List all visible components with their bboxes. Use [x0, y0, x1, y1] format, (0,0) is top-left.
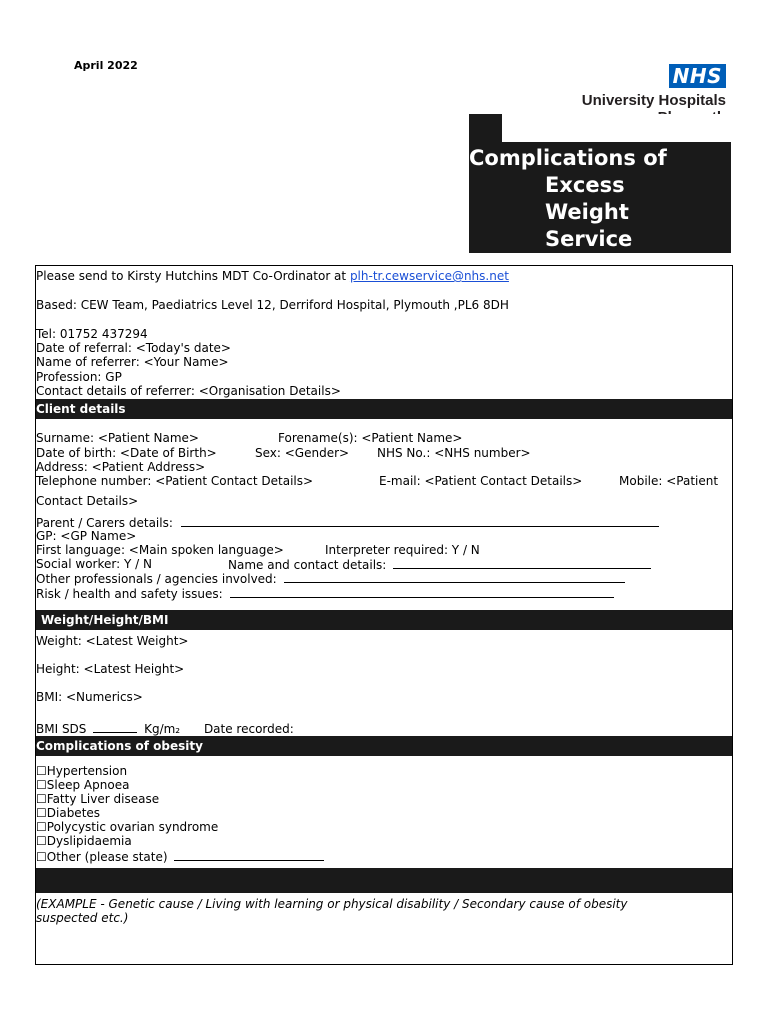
surname-field[interactable]: Surname: <Patient Name> — [36, 431, 199, 445]
dob-field[interactable]: Date of birth: <Date of Birth> — [36, 446, 217, 460]
mobile-field-continued: Contact Details> — [36, 494, 139, 508]
document-date: April 2022 — [74, 59, 138, 72]
checkbox-icon[interactable]: ☐ — [36, 778, 47, 792]
weight-field[interactable]: Weight: <Latest Weight> — [36, 634, 189, 648]
height-field[interactable]: Height: <Latest Height> — [36, 662, 185, 676]
checkbox-icon[interactable]: ☐ — [36, 792, 47, 806]
date-of-referral-field[interactable]: Date of referral: <Today's date> — [36, 341, 231, 355]
parent-carers-field[interactable]: Parent / Carers details: — [36, 515, 659, 530]
name-of-referrer-field[interactable]: Name of referrer: <Your Name> — [36, 355, 229, 369]
risk-field[interactable]: Risk / health and safety issues: — [36, 586, 614, 601]
checkbox-icon[interactable]: ☐ — [36, 764, 47, 778]
address-field[interactable]: Address: <Patient Address> — [36, 460, 206, 474]
based-line: Based: CEW Team, Paediatrics Level 12, Derriford Hospital, Plymouth ,PL6 8DH — [36, 298, 509, 312]
example-note-line-1: (EXAMPLE - Genetic cause / Living with learning or physical disability / Secondary cause of obesity — [36, 897, 628, 911]
bmi-field[interactable]: BMI: <Numerics> — [36, 690, 143, 704]
tel-line: Tel: 01752 437294 — [36, 327, 148, 341]
mobile-field[interactable]: Mobile: <Patient — [619, 474, 719, 488]
complication-item-dyslipidaemia[interactable]: ☐Dyslipidaemia — [36, 834, 132, 848]
referrer-contact-field[interactable]: Contact details of referrer: <Organisation Details> — [36, 384, 341, 398]
sex-field[interactable]: Sex: <Gender> — [255, 446, 350, 460]
nhs-logo-mark: NHS — [669, 64, 726, 88]
email-field[interactable]: E-mail: <Patient Contact Details> — [379, 474, 583, 488]
checkbox-icon[interactable]: ☐ — [36, 834, 47, 848]
client-details-heading: Client details — [36, 399, 732, 419]
gp-field[interactable]: GP: <GP Name> — [36, 529, 137, 543]
forenames-field[interactable]: Forename(s): <Patient Name> — [278, 431, 463, 445]
complication-item-sleep-apnoea[interactable]: ☐Sleep Apnoea — [36, 778, 130, 792]
title-banner-notch — [502, 114, 731, 142]
checkbox-icon[interactable]: ☐ — [36, 820, 47, 834]
interpreter-required-field[interactable]: Interpreter required: Y / N — [325, 543, 480, 557]
title-line-4: Service — [545, 227, 633, 251]
other-professionals-blank[interactable] — [284, 571, 625, 583]
first-language-field[interactable]: First language: <Main spoken language> — [36, 543, 284, 557]
additional-info-heading — [36, 868, 732, 893]
profession-field[interactable]: Profession: GP — [36, 370, 122, 384]
social-worker-contact-field[interactable]: Name and contact details: — [228, 557, 651, 572]
document-title — [469, 145, 731, 253]
example-note-line-2: suspected etc.) — [36, 911, 129, 925]
checkbox-icon[interactable]: ☐ — [36, 806, 47, 820]
social-worker-field[interactable]: Social worker: Y / N — [36, 557, 152, 571]
bmi-sds-field[interactable]: BMI SDS Kg/m₂ Date recorded: — [36, 722, 294, 736]
telephone-field[interactable]: Telephone number: <Patient Contact Details> — [36, 474, 314, 488]
title-line-3: Weight — [545, 200, 629, 224]
complication-item-pcos[interactable]: ☐Polycystic ovarian syndrome — [36, 820, 219, 834]
social-worker-contact-blank[interactable] — [393, 557, 651, 569]
other-complication-blank[interactable] — [174, 849, 324, 861]
nhs-number-field[interactable]: NHS No.: <NHS number> — [377, 446, 531, 460]
date-recorded-label: Date recorded: — [203, 722, 294, 736]
bmi-sds-blank[interactable] — [93, 721, 137, 733]
bmi-units: Kg/m₂ — [144, 722, 181, 736]
checkbox-icon[interactable]: ☐ — [36, 850, 47, 864]
complication-item-diabetes[interactable]: ☐Diabetes — [36, 806, 101, 820]
title-line-1: Complications of — [469, 146, 667, 170]
weight-height-bmi-heading: Weight/Height/BMI — [36, 610, 732, 630]
complications-heading: Complications of obesity — [36, 736, 732, 756]
title-line-2: Excess — [545, 173, 625, 197]
additional-info-textarea[interactable] — [36, 926, 732, 962]
risk-blank[interactable] — [230, 586, 614, 598]
logo-line-1: University Hospitals — [581, 92, 726, 109]
parent-carers-blank[interactable] — [181, 515, 659, 527]
coordinator-email-link[interactable]: plh-tr.cewservice@nhs.net — [349, 269, 509, 283]
complication-item-other[interactable]: ☐Other (please state) — [36, 849, 324, 864]
complication-item-fatty-liver[interactable]: ☐Fatty Liver disease — [36, 792, 160, 806]
send-to-line: Please send to Kirsty Hutchins MDT Co-Ordinator at plh-tr.cewservice@nhs.net — [36, 269, 509, 283]
other-professionals-field[interactable]: Other professionals / agencies involved: — [36, 571, 625, 586]
complication-item-hypertension[interactable]: ☐Hypertension — [36, 764, 128, 778]
